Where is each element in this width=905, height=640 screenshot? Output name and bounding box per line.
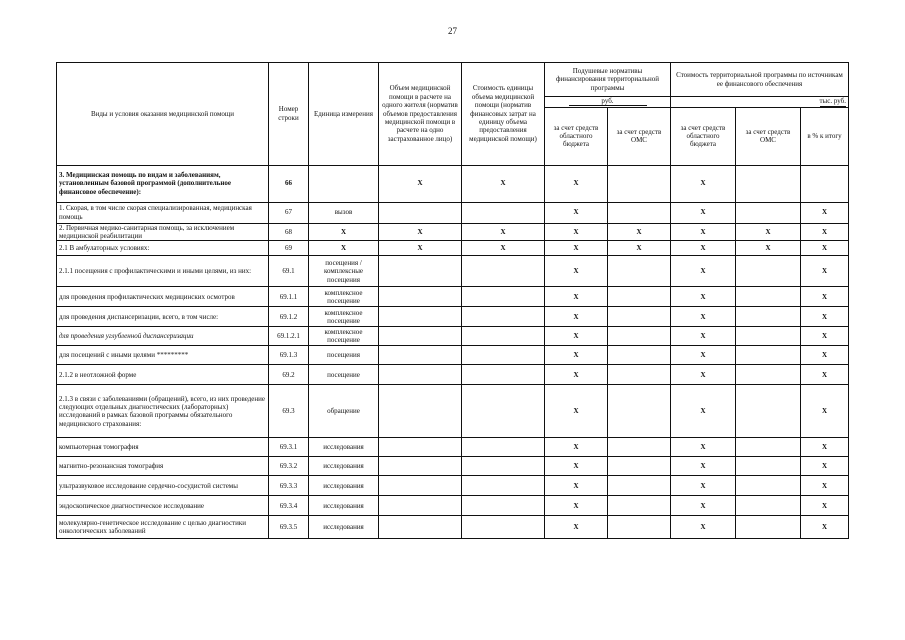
cell-volume: X [379,165,462,202]
cell-budget-tys: X [671,327,736,346]
cell-percent: X [801,496,849,516]
table-row [57,457,849,476]
row-unit: исследования [309,438,379,457]
cell-budget-tys: X [671,457,736,476]
row-label: 2. Первичная медико-санитарная помощь, за исключением медицинской реабилитации [57,223,269,241]
table-row [57,327,849,346]
cell-oms-tys [736,516,801,539]
cell-oms-tys [736,496,801,516]
row-label: ультразвуковое исследование сердечно-сосудистой системы [57,476,269,496]
cell-cost-unit: X [462,223,545,241]
cell-budget-rub: X [545,476,608,496]
row-unit: исследования [309,516,379,539]
row-number: 69.1.1 [269,287,309,307]
cell-volume [379,307,462,327]
cell-cost-unit [462,365,545,385]
row-label: магнитно-резонансная томография [57,457,269,476]
cell-oms-tys: X [736,241,801,256]
row-label: молекулярно-генетическое исследование с целью диагностики онкологических заболеваний [57,516,269,539]
cell-oms-rub [608,346,671,365]
row-unit: комплексное посещение [309,307,379,327]
table-row [57,438,849,457]
header-unit-rub [545,97,671,108]
cell-percent: X [801,287,849,307]
table-row [57,516,849,539]
cell-oms-rub [608,165,671,202]
row-label: 2.1.1 посещения с профилактическими и иными целями, из них: [57,256,269,287]
cell-cost-unit [462,516,545,539]
cell-budget-tys: X [671,346,736,365]
cell-volume [379,516,462,539]
cell-oms-tys [736,202,801,223]
header-sub-budget-2: за счет средств областного бюджета [671,107,736,165]
row-number: 69 [269,241,309,256]
cell-cost-unit [462,385,545,438]
cell-oms-tys [736,476,801,496]
cell-budget-tys: X [671,496,736,516]
cell-volume [379,457,462,476]
row-number: 69.3.3 [269,476,309,496]
header-sub-percent: в % к итогу [801,107,849,165]
cell-cost-unit [462,476,545,496]
cell-oms-rub [608,496,671,516]
row-number: 69.3.4 [269,496,309,516]
table-row [57,287,849,307]
header-per-capita-text: Подушевые нормативы финансирования территориальной программы [556,66,659,92]
header-per-capita [545,63,671,97]
cell-oms-rub [608,256,671,287]
row-label: 2.1.2 в неотложной форме [57,365,269,385]
row-number: 69.1.2.1 [269,327,309,346]
cell-oms-tys [736,385,801,438]
cell-budget-tys: X [671,438,736,457]
header-types: Виды и условия оказания медицинской помощи [57,63,269,166]
cell-volume [379,476,462,496]
cell-oms-rub: X [608,241,671,256]
row-unit: посещения / комплексные посещения [309,256,379,287]
cell-budget-rub: X [545,256,608,287]
row-number: 69.3.5 [269,516,309,539]
cell-volume [379,385,462,438]
cell-cost-unit [462,256,545,287]
cell-budget-rub: X [545,202,608,223]
cell-budget-rub: X [545,307,608,327]
cell-budget-tys: X [671,516,736,539]
cell-budget-rub: X [545,516,608,539]
cell-cost-unit [462,202,545,223]
row-unit: вызов [309,202,379,223]
cell-percent: X [801,457,849,476]
row-label: 2.1 В амбулаторных условиях: [57,241,269,256]
header-unit: Единица измерения [309,63,379,166]
cell-cost-unit: X [462,241,545,256]
row-unit: комплексное посещение [309,327,379,346]
table-row [57,223,849,241]
cell-volume [379,438,462,457]
cell-percent: X [801,346,849,365]
unit-tys-label: тыс. руб. [819,97,846,105]
cell-oms-rub [608,516,671,539]
header-sub-budget-1: за счет средств областного бюджета [545,107,608,165]
table-row [57,385,849,438]
table-row [57,496,849,516]
table-row [57,241,849,256]
cell-budget-tys: X [671,165,736,202]
cell-oms-tys [736,256,801,287]
cell-percent: X [801,256,849,287]
header-cost-unit: Стоимость единицы объема медицинской помощи (норматив финансовых затрат на единицу объема предоставления медицинской помощи) [462,63,545,166]
cell-oms-rub [608,438,671,457]
cell-oms-tys [736,438,801,457]
cell-oms-tys: X [736,223,801,241]
header-unit-tys [671,97,849,108]
cell-budget-rub: X [545,241,608,256]
row-number: 69.1.2 [269,307,309,327]
cell-percent: X [801,365,849,385]
cell-volume [379,202,462,223]
cell-volume [379,327,462,346]
cell-volume [379,496,462,516]
cell-oms-tys [736,365,801,385]
row-number: 69.1 [269,256,309,287]
row-unit [309,165,379,202]
row-label: эндоскопическое диагностическое исследование [57,496,269,516]
cell-volume: X [379,223,462,241]
cell-oms-rub [608,476,671,496]
cell-budget-tys: X [671,223,736,241]
cell-oms-rub [608,202,671,223]
cell-budget-rub: X [545,457,608,476]
header-row-no: Номер строки [269,63,309,166]
table-row [57,476,849,496]
cell-volume [379,346,462,365]
cell-budget-rub: X [545,327,608,346]
cell-budget-rub: X [545,165,608,202]
cell-oms-rub [608,365,671,385]
cell-budget-tys: X [671,287,736,307]
cell-budget-tys: X [671,256,736,287]
row-label: для проведения профилактических медицинских осмотров [57,287,269,307]
cell-cost-unit [462,457,545,476]
row-number: 69.1.3 [269,346,309,365]
cell-oms-tys [736,327,801,346]
cell-percent: X [801,202,849,223]
row-number: 69.3.1 [269,438,309,457]
row-unit: X [309,223,379,241]
row-number: 69.3 [269,385,309,438]
cell-oms-rub [608,327,671,346]
row-number: 69.3.2 [269,457,309,476]
header-volume: Объем медицинской помощи в расчете на одного жителя (норматив объемов предоставления медицинской помощи в расчете на одно застрахованное лицо) [379,63,462,166]
page-number: 27 [448,26,457,36]
row-label: для проведения диспансеризации, всего, в том числе: [57,307,269,327]
header-total-cost [671,63,849,97]
row-unit: обращение [309,385,379,438]
row-label: для посещений с иными целями ********* [57,346,269,365]
cell-oms-rub [608,307,671,327]
cell-percent [801,165,849,202]
cell-budget-tys: X [671,365,736,385]
cell-oms-tys [736,346,801,365]
cell-oms-rub: X [608,223,671,241]
cell-volume [379,256,462,287]
cell-percent: X [801,516,849,539]
row-label: компьютерная томография [57,438,269,457]
header-sub-oms-1: за счет средств ОМС [608,107,671,165]
cell-cost-unit [462,327,545,346]
cell-oms-tys [736,287,801,307]
cell-budget-rub: X [545,223,608,241]
table-row [57,256,849,287]
cell-budget-rub: X [545,438,608,457]
cell-oms-rub [608,287,671,307]
cell-cost-unit: X [462,165,545,202]
cell-budget-rub: X [545,365,608,385]
cell-percent: X [801,438,849,457]
financing-table [56,62,849,539]
cell-budget-tys: X [671,202,736,223]
table-row [57,202,849,223]
cell-oms-rub [608,385,671,438]
cell-budget-tys: X [671,476,736,496]
table-row [57,165,849,202]
cell-budget-tys: X [671,241,736,256]
header-total-cost-text: Стоимость территориальной программы по источникам ее финансового обеспечения [676,71,843,88]
row-number: 69.2 [269,365,309,385]
cell-volume: X [379,241,462,256]
row-unit: исследования [309,457,379,476]
cell-oms-tys [736,307,801,327]
table-row [57,307,849,327]
cell-percent: X [801,476,849,496]
cell-budget-rub: X [545,287,608,307]
cell-budget-rub: X [545,496,608,516]
row-label: 2.1.3 в связи с заболеваниями (обращений), всего, из них проведение следующих отдельных диагностических (лабораторных) исследований в рамках базовой программы обязательного медицинского страхования: [57,385,269,438]
row-number: 66 [269,165,309,202]
cell-budget-tys: X [671,307,736,327]
cell-cost-unit [462,307,545,327]
cell-cost-unit [462,346,545,365]
row-unit: X [309,241,379,256]
header-sub-oms-2: за счет средств ОМС [736,107,801,165]
cell-percent: X [801,385,849,438]
cell-percent: X [801,327,849,346]
row-unit: комплексное посещение [309,287,379,307]
row-label: 3. Медицинская помощь по видам и заболеваниям, установленным базовой программой (дополнительное финансовое обеспечение): [57,165,269,202]
row-unit: посещение [309,365,379,385]
cell-cost-unit [462,438,545,457]
cell-oms-tys [736,457,801,476]
row-number: 68 [269,223,309,241]
cell-oms-tys [736,165,801,202]
cell-percent: X [801,307,849,327]
cell-volume [379,365,462,385]
cell-cost-unit [462,287,545,307]
cell-volume [379,287,462,307]
row-label: для проведения углубленной диспансеризации [57,327,269,346]
table-row [57,365,849,385]
cell-oms-rub [608,457,671,476]
table-row [57,346,849,365]
row-unit: исследования [309,476,379,496]
cell-percent: X [801,241,849,256]
unit-rub-label: руб. [569,98,647,107]
row-unit: посещения [309,346,379,365]
cell-budget-rub: X [545,385,608,438]
cell-percent: X [801,223,849,241]
row-unit: исследования [309,496,379,516]
cell-budget-tys: X [671,385,736,438]
cell-budget-rub: X [545,346,608,365]
row-label: 1. Скорая, в том числе скорая специализированная, медицинская помощь [57,202,269,223]
row-number: 67 [269,202,309,223]
cell-cost-unit [462,496,545,516]
